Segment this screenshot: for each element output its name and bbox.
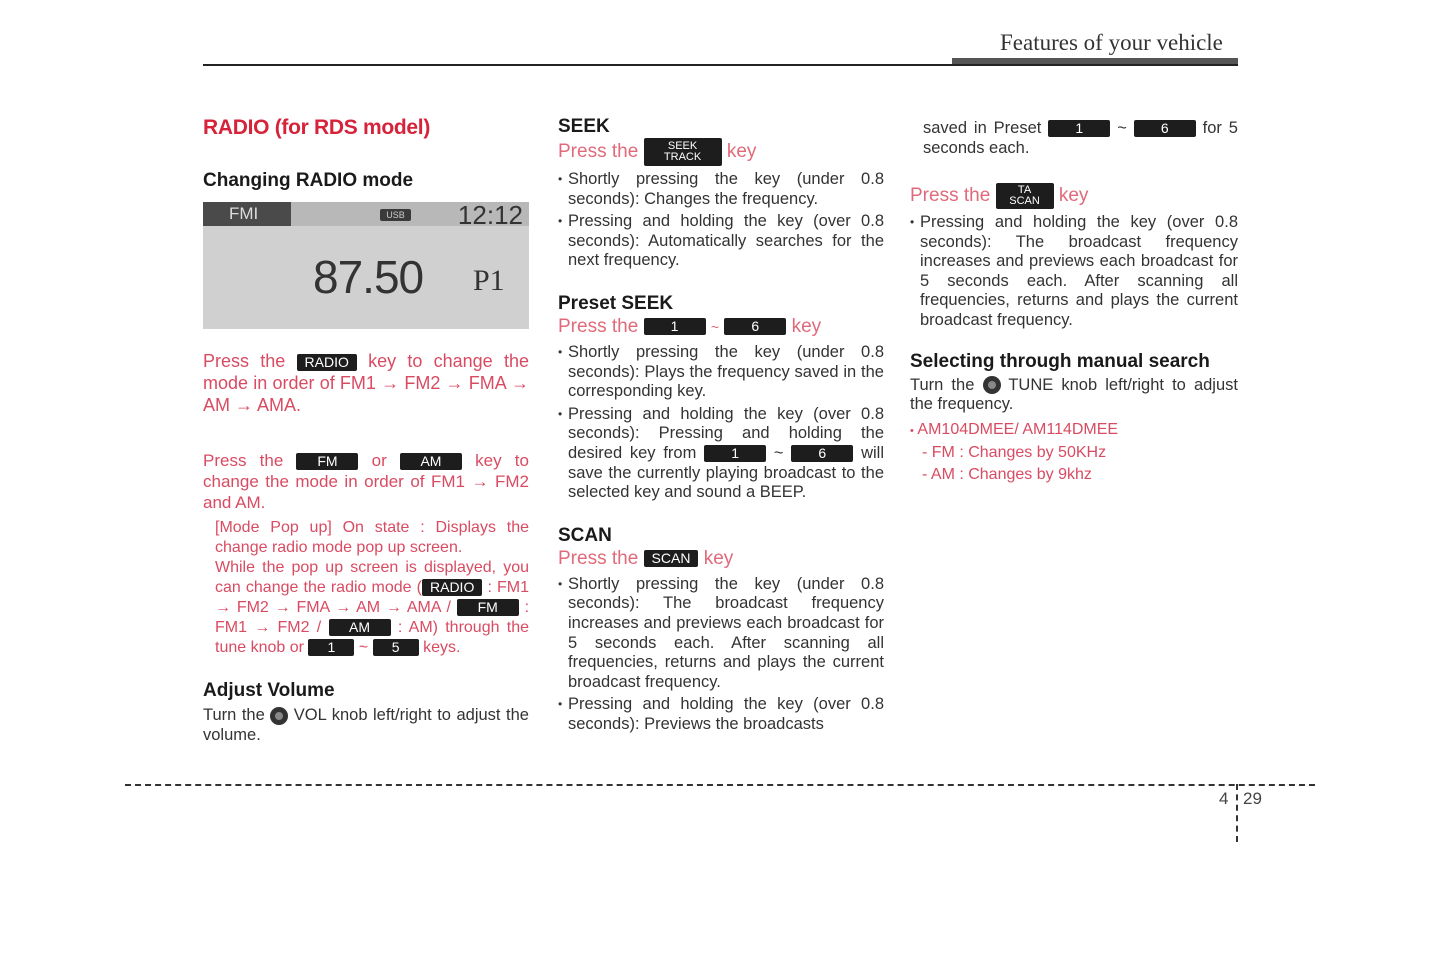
ta-scan-press: Press the TA SCAN key	[910, 184, 1089, 207]
seek-bullet-2: • Pressing and holding the key (over 0.8 seconds): Automatically searches for the next frequency.	[558, 212, 884, 271]
preset-1-key: 1	[1048, 120, 1110, 137]
column-1-lower	[203, 350, 529, 745]
model-codes: • AM104DMEE/ AM114DMEE	[910, 420, 1119, 438]
column-3-continued	[923, 119, 1238, 158]
preset-5-key: 5	[373, 639, 419, 656]
footer-rule	[125, 784, 1315, 786]
chapter-number: 4	[1219, 789, 1229, 808]
fm-am-key-paragraph: Press the FM or AM key to change the mode in order of FM1 → FM2 and AM.	[203, 451, 529, 512]
page-number: 29	[1243, 789, 1262, 808]
scan-key: SCAN	[644, 550, 699, 567]
column-1	[203, 110, 529, 192]
mode-popup-note: [Mode Pop up] On state : Displays the change radio mode pop up screen. While the pop up screen is displayed, you can change the radio mode ( RADIO : FM1 → FM2 → FMA → AM → AMA / FM : FM1 → FM2 / AM : AM) through the tune knob or 1 ~ 5 keys.	[215, 519, 530, 656]
seek-bullet-1: • Shortly pressing the key (under 0.8 seconds): Changes the frequency.	[558, 170, 884, 209]
radio-lcd-display	[203, 202, 529, 329]
adjust-volume-text: Turn the VOL knob left/right to adjust the volume.	[203, 706, 529, 744]
preset-6-key: 6	[1134, 120, 1196, 137]
scan-bullet-1: • Shortly pressing the key (under 0.8 seconds): The broadcast frequency increases and previews each broadcast for 5 seconds each. After scanning all frequencies, returns and plays the current broadcast frequency.	[558, 575, 884, 693]
tune-knob-icon	[983, 376, 1001, 394]
vol-knob-icon	[270, 707, 288, 725]
subtitle-changing-radio-mode: Changing RADIO mode	[203, 170, 414, 191]
preset-1-key: 1	[308, 639, 354, 656]
lcd-frequency: 87.50	[313, 251, 424, 303]
radio-key-small: RADIO	[422, 579, 482, 596]
column-3	[910, 183, 1238, 486]
lcd-clock: 12:12	[457, 200, 523, 230]
fm-step: - FM : Changes by 50KHz	[922, 443, 1107, 461]
am-key: AM	[400, 453, 462, 470]
page-divider	[1236, 784, 1238, 842]
preset-bullet-2: • Pressing and holding the key (over 0.8 seconds): Pressing and holding the desired key from 1 ~ 6 will save the currently playing broadcast to the selected key and sound a BEEP.	[558, 405, 884, 503]
running-header: Features of your vehicle	[1000, 30, 1223, 55]
fm-key-small: FM	[457, 599, 519, 616]
preset-bullet-1: • Shortly pressing the key (under 0.8 seconds): Plays the frequency saved in the corresponding key.	[558, 343, 884, 402]
usb-icon: USB	[380, 209, 411, 221]
radio-key-paragraph: Press the RADIO key to change the mode in order of FM1 → FM2 → FMA → AM → AMA.	[203, 351, 529, 415]
ta-bullet-1: • Pressing and holding the key (over 0.8 seconds): The broadcast frequency increases and previews each broadcast for 5 seconds each. After scanning all frequencies, returns and plays the current broadcast frequency.	[910, 213, 1238, 331]
column-2	[558, 116, 884, 734]
radio-key: RADIO	[297, 354, 357, 371]
preset-seek-press: Press the 1 ~ 6 key	[558, 315, 822, 337]
header-rule	[203, 64, 1238, 66]
am-key-small: AM	[329, 619, 391, 636]
preset-6-key-inline: 6	[791, 445, 853, 462]
scan-bullet-2: • Pressing and holding the key (over 0.8 seconds): Previews the broadcasts	[558, 695, 884, 734]
section-title: RADIO (for RDS model)	[203, 116, 431, 139]
preset-6-key: 6	[724, 318, 786, 335]
manual-search-text: Turn the TUNE knob left/right to adjust the frequency.	[910, 375, 1238, 414]
fm-key: FM	[296, 453, 358, 470]
preset-seek-title: Preset SEEK	[558, 292, 674, 314]
preset-1-key: 1	[644, 318, 706, 335]
seek-press: Press the SEEK TRACK key	[558, 138, 884, 166]
adjust-volume-title: Adjust Volume	[203, 680, 335, 701]
ta-scan-key: TA SCAN	[996, 183, 1054, 209]
seek-title: SEEK	[558, 116, 610, 137]
preset-1-key-inline: 1	[704, 445, 766, 462]
manual-search-title: Selecting through manual search	[910, 350, 1210, 372]
lcd-band: FMI	[203, 202, 291, 226]
preset-continued-text: saved in Preset 1 ~ 6 for 5 seconds each.	[923, 119, 1238, 157]
seek-track-key: SEEK TRACK	[644, 138, 722, 166]
lcd-preset: P1	[473, 264, 505, 297]
scan-press: Press the SCAN key	[558, 547, 734, 569]
am-step: - AM : Changes by 9khz	[922, 465, 1092, 483]
scan-title: SCAN	[558, 524, 612, 546]
